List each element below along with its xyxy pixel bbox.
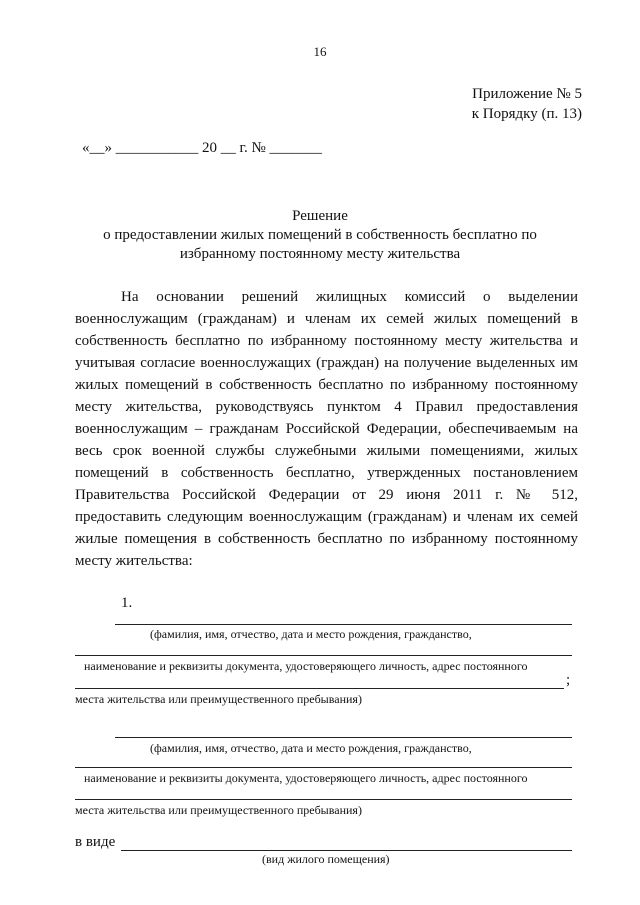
body-line: помещений в собственность бесплатно, утвержденных постановлением — [75, 465, 578, 481]
title-heading: Решение — [292, 208, 348, 224]
body-line: Правительства Российской Федерации от 29 июня 2011 г. № 512, — [75, 487, 578, 503]
body-line: предоставить следующим военнослужащим (гражданам) и членам их семей — [75, 509, 578, 525]
date-number-line: «__» ___________ 20 __ г. № _______ — [82, 140, 323, 156]
body-line: месту жительства: — [75, 553, 193, 569]
body-paragraph — [75, 286, 578, 572]
field-caption: (фамилия, имя, отчество, дата и место рождения, гражданство, — [150, 627, 472, 641]
fill-in-line[interactable] — [75, 799, 572, 800]
title-line-2: избранному постоянному месту жительства — [179, 246, 461, 262]
appendix-reference — [472, 84, 582, 124]
title-line-1: о предоставлении жилых помещений в собственность бесплатно по — [103, 227, 537, 243]
field-caption: места жительства или преимущественного пребывания) — [75, 692, 362, 706]
body-line: жилых помещений в собственность бесплатно по избранному постоянному — [75, 377, 578, 393]
fill-in-line[interactable] — [75, 767, 572, 768]
body-line: месту жительства, руководствуясь пунктом 4 Правил предоставления — [75, 399, 578, 415]
body-line: военнослужащим – гражданам Российской Федерации, обеспечиваемым на — [75, 421, 578, 437]
semicolon: ; — [566, 672, 571, 688]
field-caption: (фамилия, имя, отчество, дата и место рождения, гражданство, — [150, 741, 472, 755]
appendix-line-1: Приложение № 5 — [472, 86, 582, 102]
housing-label: в виде — [75, 834, 116, 850]
body-line: собственность бесплатно по избранному постоянному месту жительства и — [75, 333, 578, 349]
field-caption: наименование и реквизиты документа, удостоверяющего личность, адрес постоянного — [84, 659, 528, 673]
field-caption: места жительства или преимущественного пребывания) — [75, 803, 362, 817]
fill-in-line[interactable] — [75, 655, 572, 656]
body-line: жилые помещения в собственность бесплатно по избранному постоянному — [75, 531, 578, 547]
page-number: 16 — [313, 44, 327, 59]
field-caption: наименование и реквизиты документа, удостоверяющего личность, адрес постоянного — [84, 771, 528, 785]
appendix-line-2: к Порядку (п. 13) — [471, 106, 582, 122]
fill-in-line[interactable] — [121, 850, 572, 851]
item-number: 1. — [121, 595, 133, 611]
body-line: учитывая согласие военнослужащих (граждан) на получение выделенных им — [75, 355, 578, 371]
document-title — [0, 207, 640, 264]
body-line: весь срок военной службы служебными жилыми помещениями, жилых — [75, 443, 578, 459]
body-line: военнослужащим (гражданам) и членам их семей жилых помещений в — [75, 311, 578, 327]
fill-in-line[interactable] — [75, 688, 564, 689]
fill-in-line[interactable] — [115, 624, 572, 625]
field-caption: (вид жилого помещения) — [262, 852, 390, 866]
fill-in-line[interactable] — [115, 737, 572, 738]
body-line: На основании решений жилищных комиссий о выделении — [121, 289, 578, 305]
